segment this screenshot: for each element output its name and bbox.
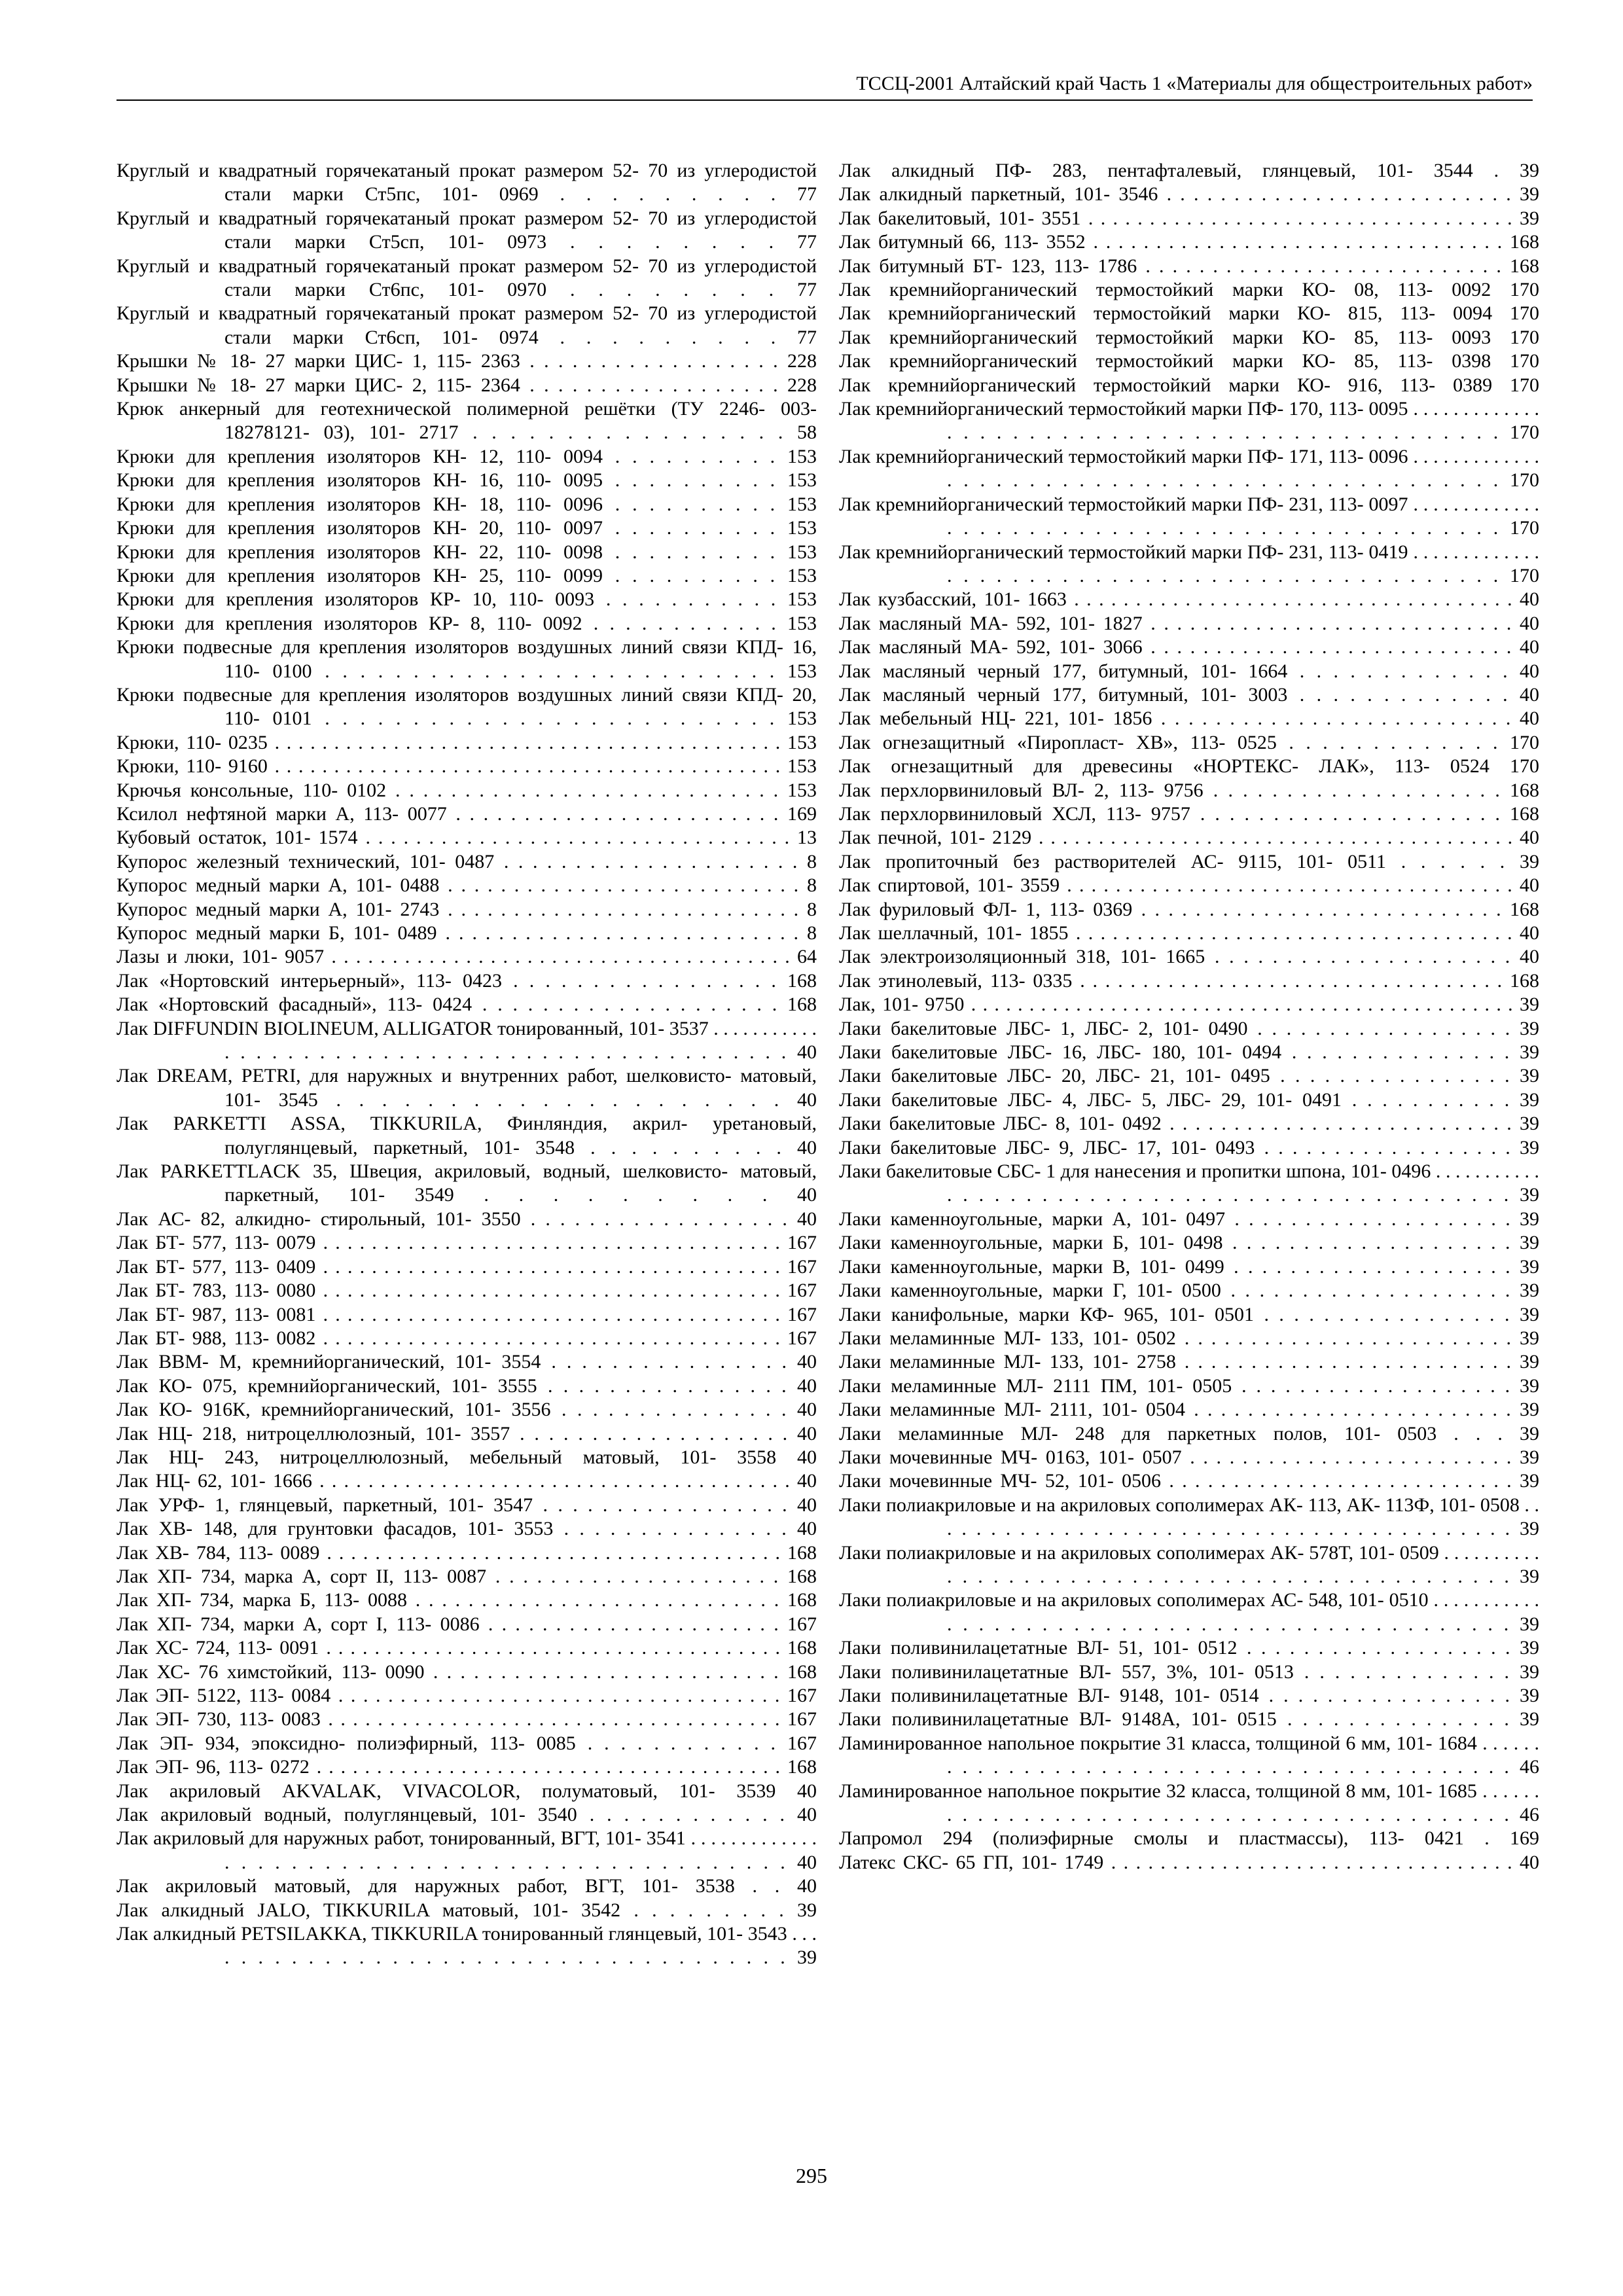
index-entry: Лак БТ- 577, 113- 0079 . . . . . . . . . . . . . . . . . . . . . . . . . . . . . . . . . . . . . . 167 [116,1232,817,1254]
index-entry: Лак кремнийорганический термостойкий марки ПФ- 231, 113- 0419 . . . . . . . . . . . . . . . . . . . . . . . . . . . . . . . . . . . . . . . . . . . . . . . 170 [839,541,1539,586]
index-entry: Лаки каменноугольные, марки Б, 101- 0498 . . . . . . . . . . . . . . . . . . . . 39 [839,1232,1539,1254]
index-entry: Лак ХС- 724, 113- 0091 . . . . . . . . . . . . . . . . . . . . . . . . . . . . . . . . . . . . . . 168 [116,1637,817,1659]
index-entry: Лак БТ- 577, 113- 0409 . . . . . . . . . . . . . . . . . . . . . . . . . . . . . . . . . . . . . . 167 [116,1255,817,1278]
index-entry: Лак алкидный ПФ- 283, пентафталевый, глянцевый, 101- 3544 . 39 [839,160,1539,181]
index-entry: Лак БТ- 987, 113- 0081 . . . . . . . . . . . . . . . . . . . . . . . . . . . . . . . . . . . . . . 167 [116,1303,817,1325]
index-entry: Лаки меламинные МЛ- 133, 101- 0502 . . . . . . . . . . . . . . . . . . . . . . . . . 39 [839,1327,1539,1349]
index-entry: Ламинированное напольное покрытие 32 класса, толщиной 8 мм, 101- 1685 . . . . . . . . . . . . . . . . . . . . . . . . . . . . . . . . . . . . . . . . . . . 46 [839,1780,1539,1826]
index-entry: Лак масляный МА- 592, 101- 3066 . . . . . . . . . . . . . . . . . . . . . . . . . . . . 40 [839,636,1539,658]
page-header: ТССЦ-2001 Алтайский край Часть 1 «Материалы для общестроительных работ» [116,71,1533,101]
index-entry: Лак БТ- 988, 113- 0082 . . . . . . . . . . . . . . . . . . . . . . . . . . . . . . . . . . . . . . 167 [116,1327,817,1349]
index-entry: Лак ХП- 734, марка А, сорт II, 113- 0087 . . . . . . . . . . . . . . . . . . . . . 168 [116,1565,817,1587]
index-entry: Купорос железный технический, 101- 0487 . . . . . . . . . . . . . . . . . . . . . 8 [116,850,817,872]
index-entry: Лаки поливинилацетатные ВЛ- 557, 3%, 101- 0513 . . . . . . . . . . . . . . 39 [839,1660,1539,1683]
index-entry: Лак КО- 916К, кремнийорганический, 101- 3556 . . . . . . . . . . . . . . . 40 [116,1399,817,1421]
index-entry: Лак КО- 075, кремнийорганический, 101- 3555 . . . . . . . . . . . . . . . . 40 [116,1374,817,1397]
index-entry: Крюки для крепления изоляторов КН- 16, 110- 0095 . . . . . . . . . . 153 [116,469,817,492]
index-entry: Лак кремнийорганический термостойкий марки КО- 85, 113- 0398 170 [839,350,1539,372]
index-entry: Лак DIFFUNDIN BIOLINEUM, ALLIGATOR тонированный, 101- 3537 . . . . . . . . . . . . . . . . . . . . . . . . . . . . . . . . . . . . . . . . . . . . . . . 40 [116,1017,817,1064]
index-entry: Круглый и квадратный горячекатаный прокат размером 52- 70 из углеродистой стали марки Ст6пс, 101- 0970 . . . . . . . . 77 [116,255,817,301]
index-entry: Лаки поливинилацетатные ВЛ- 9148А, 101- 0515 . . . . . . . . . . . . . . . 39 [839,1708,1539,1731]
index-entry: Лак ХВ- 784, 113- 0089 . . . . . . . . . . . . . . . . . . . . . . . . . . . . . . . . . . . . . . 168 [116,1541,817,1564]
index-entry: Лак ЭП- 5122, 113- 0084 . . . . . . . . . . . . . . . . . . . . . . . . . . . . . . . . . . . . 167 [116,1685,817,1706]
index-entry: Лаки бакелитовые ЛБС- 8, 101- 0492 . . . . . . . . . . . . . . . . . . . . . . . . . . . 39 [839,1113,1539,1135]
index-entry: Лак АС- 82, алкидно- стирольный, 101- 3550 . . . . . . . . . . . . . . . . . . 40 [116,1208,817,1230]
index-entry: Лаки меламинные МЛ- 2111 ПМ, 101- 0505 . . . . . . . . . . . . . . . . . . . 39 [839,1374,1539,1397]
index-entry: Лак пропиточный без растворителей АС- 9115, 101- 0511 . . . . . . 39 [839,850,1539,872]
index-entry: Лаки бакелитовые ЛБС- 4, ЛБС- 5, ЛБС- 29, 101- 0491 . . . . . . . . . . . 39 [839,1088,1539,1111]
index-entry: Лак кремнийорганический термостойкий марки ПФ- 170, 113- 0095 . . . . . . . . . . . . . . . . . . . . . . . . . . . . . . . . . . . . . . . . . . . . . . . 170 [839,398,1539,444]
index-entry: Лаки поливинилацетатные ВЛ- 9148, 101- 0514 . . . . . . . . . . . . . . . . . 39 [839,1685,1539,1706]
index-entry: Лак БТ- 783, 113- 0080 . . . . . . . . . . . . . . . . . . . . . . . . . . . . . . . . . . . . . . 167 [116,1280,817,1302]
index-entry: Лаки меламинные МЛ- 133, 101- 2758 . . . . . . . . . . . . . . . . . . . . . . . . . 39 [839,1351,1539,1373]
index-entry: Лаки полиакриловые и на акриловых сополимерах АК- 113, АК- 113Ф, 101- 0508 . . . . . . . . . . . . . . . . . . . . . . . . . . . . . . . . . . . . . . . . . 39 [839,1494,1539,1540]
index-entry: Лак кремнийорганический термостойкий марки КО- 916, 113- 0389 170 [839,374,1539,396]
index-entry: Лак акриловый матовый, для наружных работ, ВГТ, 101- 3538 . . 40 [116,1875,817,1897]
index-entry: Лак PARKETTI ASSA, TIKKURILA, Финляндия, акрил- уретановый, полуглянцевый, паркетный, 101- 3548 . . . . . . . . . . 40 [116,1113,817,1158]
index-entry: Лак битумный 66, 113- 3552 . . . . . . . . . . . . . . . . . . . . . . . . . . . . . . . . . 168 [839,231,1539,253]
index-entry: Крюки для крепления изоляторов КН- 18, 110- 0096 . . . . . . . . . . 153 [116,493,817,515]
index-entry: Лак мебельный НЦ- 221, 101- 1856 . . . . . . . . . . . . . . . . . . . . . . . . . . 40 [839,708,1539,730]
index-entry: Кубовый остаток, 101- 1574 . . . . . . . . . . . . . . . . . . . . . . . . . . . . . . . . . . 13 [116,827,817,849]
index-entry: Лак алкидный JALO, TIKKURILA матовый, 101- 3542 . . . . . . . . . 39 [116,1899,817,1921]
index-entry: Ламинированное напольное покрытие 31 класса, толщиной 6 мм, 101- 1684 . . . . . . . . . . . . . . . . . . . . . . . . . . . . . . . . . . . . . . . . . . . 46 [839,1732,1539,1778]
index-entry: Лак ХП- 734, марка Б, 113- 0088 . . . . . . . . . . . . . . . . . . . . . . . . . . . . 168 [116,1589,817,1611]
index-entry: Лак акриловый водный, полуглянцевый, 101- 3540 . . . . . . . . . . . . 40 [116,1804,817,1826]
index-entry: Лак «Нортовский интерьерный», 113- 0423 . . . . . . . . . . . . . . . . . 168 [116,969,817,992]
index-entry: Круглый и квадратный горячекатаный прокат размером 52- 70 из углеродистой стали марки Ст6сп, 101- 0974 . . . . . . . . . 77 [116,302,817,348]
index-entry: Крюки подвесные для крепления изоляторов воздушных линий связи КПД- 20, 110- 0101 . . . . . . . . . . . . . . . . . . . . . . . . . . 153 [116,683,817,730]
index-entry: Лак кремнийорганический термостойкий марки КО- 08, 113- 0092 170 [839,279,1539,301]
index-entry: Лак ЭП- 934, эпоксидно- полиэфирный, 113- 0085 . . . . . . . . . . . . 167 [116,1732,817,1754]
index-entry: Лак НЦ- 62, 101- 1666 . . . . . . . . . . . . . . . . . . . . . . . . . . . . . . . . . . . . . . . 40 [116,1470,817,1492]
index-entry: Лаки бакелитовые ЛБС- 20, ЛБС- 21, 101- 0495 . . . . . . . . . . . . . . . . 39 [839,1065,1539,1087]
index-entry: Лак масляный черный 177, битумный, 101- 3003 . . . . . . . . . . . . . 40 [839,683,1539,706]
index-entry: Ксилол нефтяной марки А, 113- 0077 . . . . . . . . . . . . . . . . . . . . . . . . 169 [116,802,817,825]
index-entry: Лак акриловый для наружных работ, тонированный, ВГТ, 101- 3541 . . . . . . . . . . . . . . . . . . . . . . . . . . . . . . . . . . . . . . . . . . . . . . . 40 [116,1827,817,1873]
index-entry: Лаки мочевинные МЧ- 0163, 101- 0507 . . . . . . . . . . . . . . . . . . . . . . . . . 39 [839,1446,1539,1468]
index-entry: Крюки, 110- 9160 . . . . . . . . . . . . . . . . . . . . . . . . . . . . . . . . . . . . . . . . . . . 153 [116,755,817,778]
index-entry: Лак битумный БТ- 123, 113- 1786 . . . . . . . . . . . . . . . . . . . . . . . . . . . 168 [839,255,1539,277]
index-entry: Лаки мочевинные МЧ- 52, 101- 0506 . . . . . . . . . . . . . . . . . . . . . . . . . . . 39 [839,1470,1539,1492]
index-entry: Лапромол 294 (полиэфирные смолы и пластмассы), 113- 0421 . 169 [839,1827,1539,1850]
index-entry: Лаки меламинные МЛ- 248 для паркетных полов, 101- 0503 . . . 39 [839,1422,1539,1444]
index-entry: Лаки полиакриловые и на акриловых сополимерах АС- 548, 101- 0510 . . . . . . . . . . . . . . . . . . . . . . . . . . . . . . . . . . . . . . . . . . . . . . . 39 [839,1589,1539,1635]
index-entry: Лак огнезащитный «Пиропласт- ХВ», 113- 0525 . . . . . . . . . . . . . 170 [839,731,1539,753]
index-entry: Лак перхлорвиниловый ХСЛ, 113- 9757 . . . . . . . . . . . . . . . . . . . . . 168 [839,802,1539,825]
index-entry: Лаки бакелитовые ЛБС- 16, ЛБС- 180, 101- 0494 . . . . . . . . . . . . . . . 39 [839,1041,1539,1064]
index-entry: Лак печной, 101- 2129 . . . . . . . . . . . . . . . . . . . . . . . . . . . . . . . . . . . . . . . . 40 [839,827,1539,849]
index-entry: Крючья консольные, 110- 0102 . . . . . . . . . . . . . . . . . . . . . . . . . . . . 153 [116,779,817,801]
index-entry: Лак кузбасский, 101- 1663 . . . . . . . . . . . . . . . . . . . . . . . . . . . . . . . . . . . . 40 [839,588,1539,611]
index-entry: Лаки бакелитовые СБС- 1 для нанесения и пропитки шпона, 101- 0496 . . . . . . . . . . . . . . . . . . . . . . . . . . . . . . . . . . . . . . . . . . . . . . . 39 [839,1160,1539,1206]
page-number: 295 [796,2164,827,2187]
index-entry: Лаки поливинилацетатные ВЛ- 51, 101- 0512 . . . . . . . . . . . . . . . . . . . 39 [839,1637,1539,1659]
index-entry: Крюки для крепления изоляторов КР- 10, 110- 0093 . . . . . . . . . . . 153 [116,588,817,611]
index-entry: Лаки бакелитовые ЛБС- 9, ЛБС- 17, 101- 0493 . . . . . . . . . . . . . . . . . . 39 [839,1136,1539,1158]
index-entry: Лаки меламинные МЛ- 2111, 101- 0504 . . . . . . . . . . . . . . . . . . . . . . . . 39 [839,1399,1539,1421]
index-entry: Лаки бакелитовые ЛБС- 1, ЛБС- 2, 101- 0490 . . . . . . . . . . . . . . . . . . 39 [839,1017,1539,1039]
index-entry: Лак УРФ- 1, глянцевый, паркетный, 101- 3547 . . . . . . . . . . . . . . . . . 40 [116,1494,817,1516]
index-entry: Лак кремнийорганический термостойкий марки КО- 85, 113- 0093 170 [839,326,1539,348]
index-entry: Лак бакелитовый, 101- 3551 . . . . . . . . . . . . . . . . . . . . . . . . . . . . . . . . . . . 39 [839,207,1539,229]
index-entry: Лак, 101- 9750 . . . . . . . . . . . . . . . . . . . . . . . . . . . . . . . . . . . . . . . . . . . . . . . 39 [839,994,1539,1016]
index-entry: Лаки канифольные, марки КФ- 965, 101- 0501 . . . . . . . . . . . . . . . . . 39 [839,1303,1539,1325]
index-entry: Лак масляный черный 177, битумный, 101- 1664 . . . . . . . . . . . . . 40 [839,660,1539,682]
index-entry: Круглый и квадратный горячекатаный прокат размером 52- 70 из углеродистой стали марки Ст5пс, 101- 0969 . . . . . . . . . 77 [116,160,817,206]
index-entry: Лаки каменноугольные, марки В, 101- 0499 . . . . . . . . . . . . . . . . . . . . 39 [839,1255,1539,1278]
index-entry: Лак перхлорвиниловый ВЛ- 2, 113- 9756 . . . . . . . . . . . . . . . . . . . . 168 [839,779,1539,801]
index-entry: Лак кремнийорганический термостойкий марки ПФ- 231, 113- 0097 . . . . . . . . . . . . . . . . . . . . . . . . . . . . . . . . . . . . . . . . . . . . . . . 170 [839,493,1539,539]
index-entry: Лак ХС- 76 химстойкий, 113- 0090 . . . . . . . . . . . . . . . . . . . . . . . . . . 168 [116,1660,817,1683]
index-entry: Лак кремнийорганический термостойкий марки ПФ- 171, 113- 0096 . . . . . . . . . . . . . . . . . . . . . . . . . . . . . . . . . . . . . . . . . . . . . . . 170 [839,445,1539,492]
index-entry: Лак спиртовой, 101- 3559 . . . . . . . . . . . . . . . . . . . . . . . . . . . . . . . . . . . . . 40 [839,874,1539,897]
index-entry: Лак этинолевый, 113- 0335 . . . . . . . . . . . . . . . . . . . . . . . . . . . . . . . . . . 168 [839,969,1539,992]
index-entry: Купорос медный марки А, 101- 2743 . . . . . . . . . . . . . . . . . . . . . . . . . . . 8 [116,898,817,920]
index-entry: Крюки для крепления изоляторов КН- 25, 110- 0099 . . . . . . . . . . 153 [116,564,817,586]
index-entry: Лак ХВ- 148, для грунтовки фасадов, 101- 3553 . . . . . . . . . . . . . . . 40 [116,1518,817,1540]
index-entry: Лак DREAM, PETRI, для наружных и внутренних работ, шелковисто- матовый, 101- 3545 . . . . . . . . . . . . . . . . . . . . 40 [116,1065,817,1111]
index-entry: Лазы и люки, 101- 9057 . . . . . . . . . . . . . . . . . . . . . . . . . . . . . . . . . . . . . . 64 [116,946,817,968]
index-entry: Лак алкидный PETSILAKKA, TIKKURILA тонированный глянцевый, 101- 3543 . . . . . . . . . . . . . . . . . . . . . . . . . . . . . . . . . . . . . 39 [116,1923,817,1969]
index-entry: Крюки для крепления изоляторов КН- 20, 110- 0097 . . . . . . . . . . 153 [116,517,817,539]
index-entry: Крюки для крепления изоляторов КР- 8, 110- 0092 . . . . . . . . . . . . 153 [116,612,817,634]
index-entry: Крышки № 18- 27 марки ЦИС- 2, 115- 2364 . . . . . . . . . . . . . . . . . . 228 [116,374,817,396]
index-entry: Купорос медный марки А, 101- 0488 . . . . . . . . . . . . . . . . . . . . . . . . . . . 8 [116,874,817,897]
index-entry: Лак алкидный паркетный, 101- 3546 . . . . . . . . . . . . . . . . . . . . . . . . . . 39 [839,183,1539,206]
index-column-right [839,159,1539,1874]
index-entry: Купорос медный марки Б, 101- 0489 . . . . . . . . . . . . . . . . . . . . . . . . . . . 8 [116,922,817,944]
index-entry: Лаки каменноугольные, марки А, 101- 0497 . . . . . . . . . . . . . . . . . . . . 39 [839,1208,1539,1230]
index-entry: Лак НЦ- 218, нитроцеллюлозный, 101- 3557 . . . . . . . . . . . . . . . . . . . 40 [116,1422,817,1444]
index-entry: Лак шеллачный, 101- 1855 . . . . . . . . . . . . . . . . . . . . . . . . . . . . . . . . . . . . 40 [839,922,1539,944]
index-entry: Лак ЭП- 730, 113- 0083 . . . . . . . . . . . . . . . . . . . . . . . . . . . . . . . . . . . . . 167 [116,1708,817,1731]
index-entry: Лак ЭП- 96, 113- 0272 . . . . . . . . . . . . . . . . . . . . . . . . . . . . . . . . . . . . . . . 168 [116,1756,817,1778]
index-entry: Крюки, 110- 0235 . . . . . . . . . . . . . . . . . . . . . . . . . . . . . . . . . . . . . . . . . . . 153 [116,731,817,753]
index-entry: Лаки полиакриловые и на акриловых сополимерах АК- 578Т, 101- 0509 . . . . . . . . . . . . . . . . . . . . . . . . . . . . . . . . . . . . . . . . . . . . . . . 39 [839,1541,1539,1587]
index-entry: Крюки подвесные для крепления изоляторов воздушных линий связи КПД- 16, 110- 0100 . . . . . . . . . . . . . . . . . . . . . . . . . . 153 [116,636,817,682]
index-entry: Крюки для крепления изоляторов КН- 22, 110- 0098 . . . . . . . . . . 153 [116,541,817,563]
index-entry: Лак «Нортовский фасадный», 113- 0424 . . . . . . . . . . . . . . . . . . . . 168 [116,994,817,1016]
index-entry: Лак электроизоляционный 318, 101- 1665 . . . . . . . . . . . . . . . . . . . . . 40 [839,946,1539,968]
index-entry: Лак ХП- 734, марки А, сорт I, 113- 0086 . . . . . . . . . . . . . . . . . . . . . . 167 [116,1613,817,1635]
index-entry: Лак кремнийорганический термостойкий марки КО- 815, 113- 0094 170 [839,302,1539,325]
index-entry: Лак огнезащитный для древесины «НОРТЕКС- ЛАК», 113- 0524 170 [839,755,1539,778]
index-entry: Круглый и квадратный горячекатаный прокат размером 52- 70 из углеродистой стали марки Ст5сп, 101- 0973 . . . . . . . . 77 [116,207,817,253]
index-entry: Лаки каменноугольные, марки Г, 101- 0500 . . . . . . . . . . . . . . . . . . . . 39 [839,1280,1539,1302]
index-entry: Крюки для крепления изоляторов КН- 12, 110- 0094 . . . . . . . . . . 153 [116,445,817,467]
index-entry: Лак ВВМ- М, кремнийорганический, 101- 3554 . . . . . . . . . . . . . . . . 40 [116,1351,817,1373]
index-column-left [116,159,817,1970]
index-entry: Латекс СКС- 65 ГП, 101- 1749 . . . . . . . . . . . . . . . . . . . . . . . . . . . . . . . . . 40 [839,1851,1539,1873]
index-entry: Лак PARKETTLACK 35, Швеция, акриловый, водный, шелковисто- матовый, паркетный, 101- 3549 . . . . . . . . . 40 [116,1160,817,1206]
index-entry: Лак НЦ- 243, нитроцеллюлозный, мебельный матовый, 101- 3558 40 [116,1446,817,1468]
index-entry: Крышки № 18- 27 марки ЦИС- 1, 115- 2363 . . . . . . . . . . . . . . . . . . 228 [116,350,817,372]
index-entry: Лак фуриловый ФЛ- 1, 113- 0369 . . . . . . . . . . . . . . . . . . . . . . . . . . . 168 [839,898,1539,920]
index-entry: Лак акриловый AKVALAK, VIVACOLOR, полуматовый, 101- 3539 40 [116,1780,817,1802]
index-entry: Лак масляный МА- 592, 101- 1827 . . . . . . . . . . . . . . . . . . . . . . . . . . . . 40 [839,612,1539,634]
index-entry: Крюк анкерный для геотехнической полимерной решётки (ТУ 2246- 003- 18278121- 03), 101- 2717 . . . . . . . . . . . . . . . . . 58 [116,398,817,444]
